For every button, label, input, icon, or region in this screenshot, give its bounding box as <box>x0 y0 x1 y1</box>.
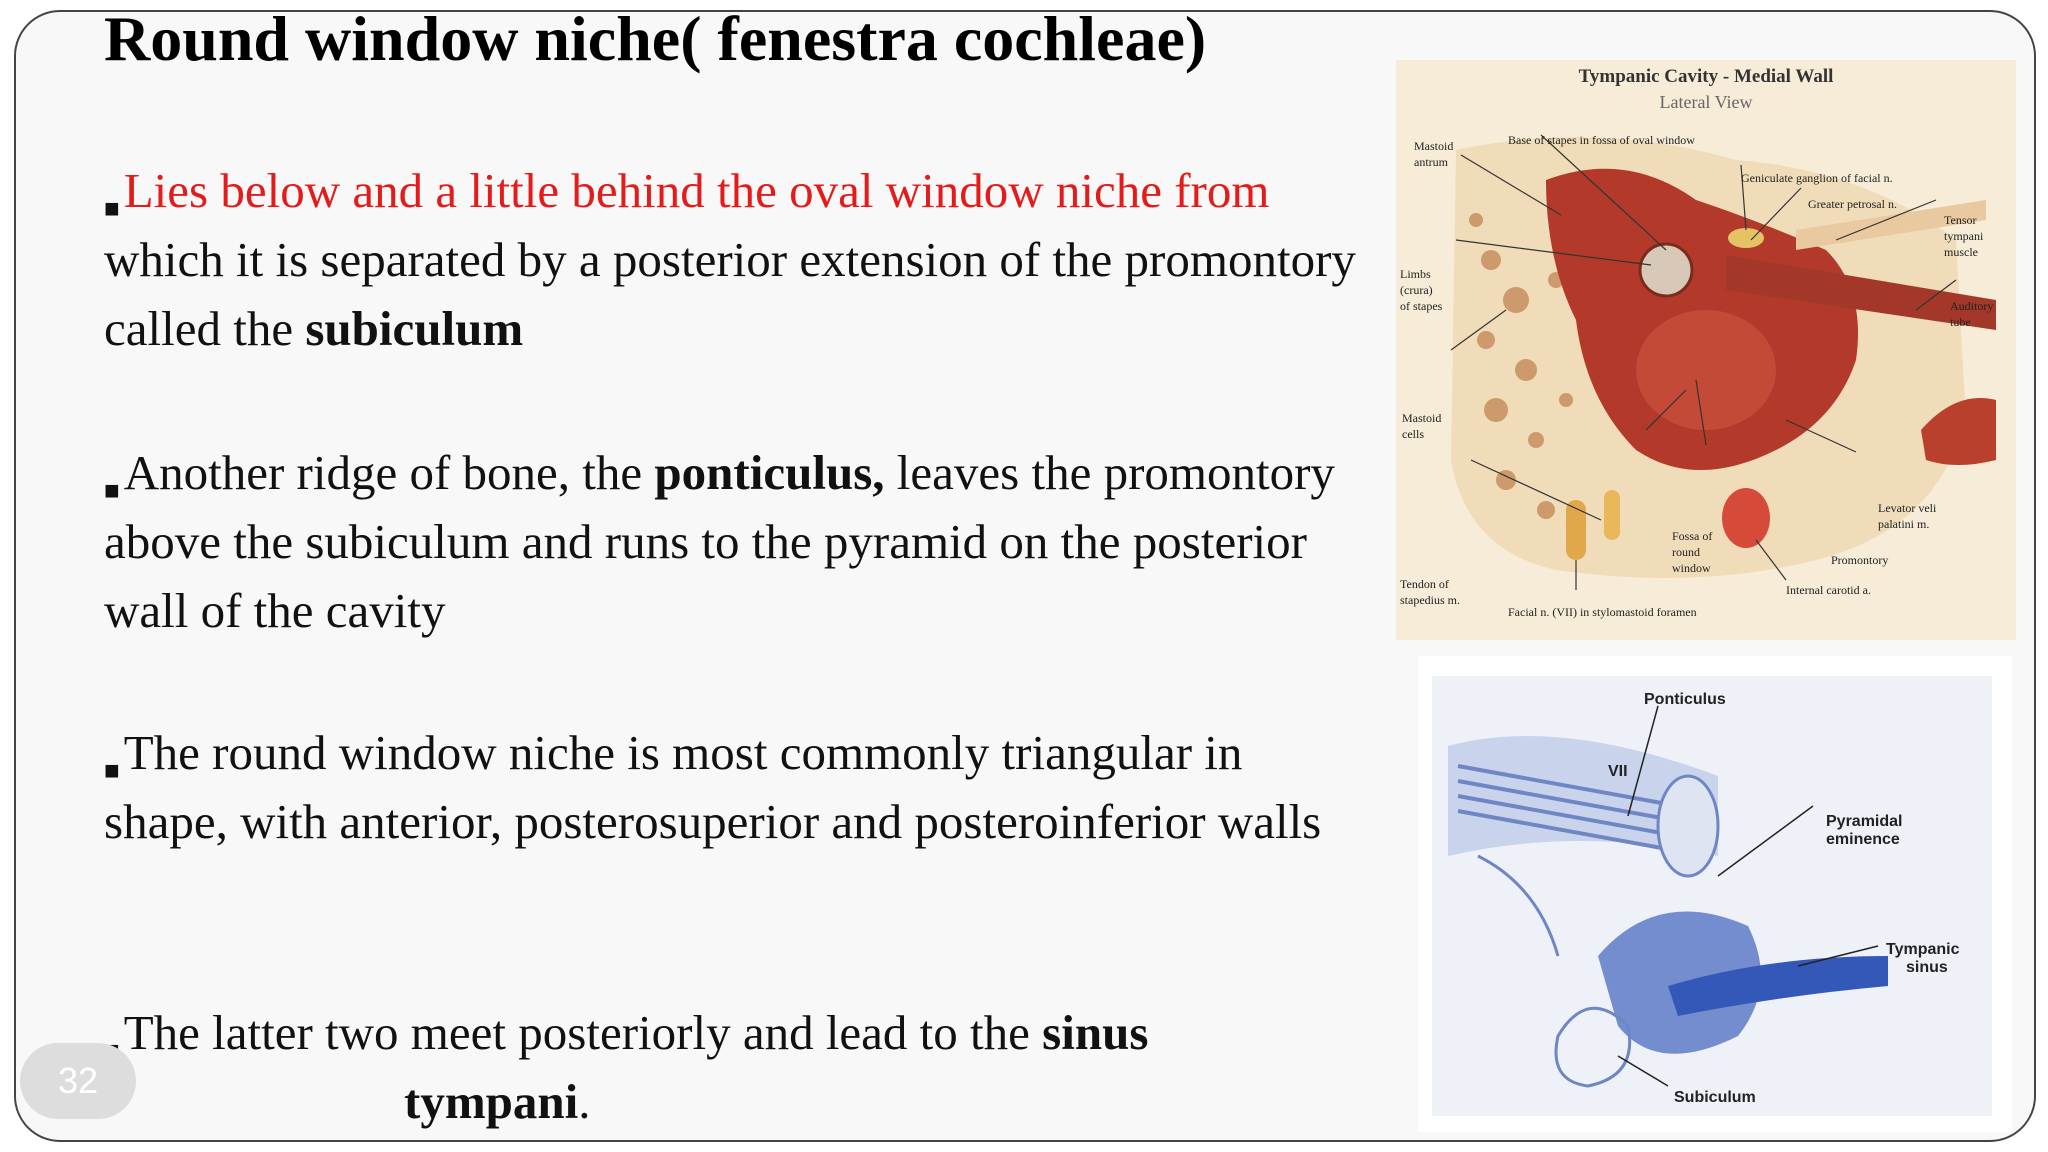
promontory-bulge <box>1636 310 1776 430</box>
bullet-marker: ■ <box>104 194 120 223</box>
round-window-sketch <box>1418 656 2012 1132</box>
label-tensor-2: tympani <box>1944 229 1984 243</box>
label-fossa-round-1: Fossa of <box>1672 529 1713 543</box>
label-tympanic-sinus-1: Tympanic <box>1886 941 1960 958</box>
tympanic-cavity-figure <box>1396 60 2016 640</box>
label-pyramidal-1: Pyramidal <box>1826 813 1903 830</box>
figure1-title: Tympanic Cavity - Medial Wall <box>1578 66 1834 87</box>
bullet-2 <box>104 438 1364 645</box>
label-base-stapes: Base of stapes in fossa of oval window <box>1508 133 1695 147</box>
label-greater-petrosal: Greater petrosal n. <box>1808 197 1897 211</box>
label-limbs-2: (crura) <box>1400 283 1433 297</box>
label-mastoid-antrum-2: antrum <box>1414 155 1448 169</box>
bullet-2-bold: ponticulus, <box>654 445 885 500</box>
slide-title: Round window niche( fenestra cochleae) <box>104 10 1207 74</box>
bullet-2-end: leaves the promontory above the subiculum and runs to the pyramid on the posterior wall of the cavity <box>104 445 1335 638</box>
label-carotid: Internal carotid a. <box>1786 583 1871 597</box>
bullet-4-end: . <box>578 1074 591 1129</box>
label-facial: Facial n. (VII) in stylomastoid foramen <box>1508 605 1697 619</box>
bullet-4-bold: sinus <box>1042 1005 1149 1060</box>
label-fossa-round-3: window <box>1672 561 1711 575</box>
bullet-1-bold: subiculum <box>305 301 524 356</box>
bullet-1 <box>104 156 1364 363</box>
label-mastoid-cells-2: cells <box>1402 427 1424 441</box>
label-auditory-1: Auditory <box>1950 299 1994 313</box>
bullet-4-text: The latter two meet posteriorly and lead to the <box>123 1005 1043 1060</box>
label-pyramidal-2: eminence <box>1826 831 1900 848</box>
bullet-1-red-text: Lies below and a little behind the oval window niche from <box>123 163 1270 218</box>
label-levator-1: Levator veli <box>1878 501 1937 515</box>
bullet-marker: ■ <box>104 756 120 785</box>
bullet-1-text: which it is separated by a posterior extension of the promontory called the <box>104 232 1356 356</box>
stapes-shape <box>1640 244 1692 296</box>
slide-frame <box>14 10 2036 1142</box>
bullet-3-text: The round window niche is most commonly triangular in shape, with anterior, posterosuperior and posteroinferior walls <box>104 725 1322 849</box>
label-tensor-1: Tensor <box>1944 213 1977 227</box>
carotid-artery-shape <box>1722 488 1770 548</box>
label-levator-2: palatini m. <box>1878 517 1930 531</box>
label-auditory-2: tube <box>1950 315 1971 329</box>
geniculate-ganglion-shape <box>1728 228 1764 248</box>
label-mastoid-cells-1: Mastoid <box>1402 411 1442 425</box>
tympanic-cavity-illustration <box>1396 60 2016 640</box>
stapedius-tendon-shape <box>1604 490 1620 540</box>
bullet-4-bold-2: tympani <box>404 1074 579 1129</box>
label-ponticulus: Ponticulus <box>1644 691 1726 708</box>
label-mastoid-antrum-1: Mastoid <box>1414 139 1454 153</box>
label-vii: VII <box>1608 763 1628 780</box>
round-window-sketch-figure <box>1418 656 2012 1132</box>
label-tympanic-sinus-2: sinus <box>1906 959 1948 976</box>
label-geniculate: Geniculate ganglion of facial n. <box>1741 171 1893 185</box>
label-limbs-3: of stapes <box>1400 299 1443 313</box>
label-limbs-1: Limbs <box>1400 267 1431 281</box>
label-tendon-2: stapedius m. <box>1400 593 1460 607</box>
label-subiculum: Subiculum <box>1674 1089 1756 1106</box>
label-promontory: Promontory <box>1831 553 1889 567</box>
bullet-marker: ■ <box>104 476 120 505</box>
figure1-subtitle: Lateral View <box>1659 92 1753 112</box>
sketch-nerve-cut-end <box>1658 776 1718 876</box>
bullet-2-text: Another ridge of bone, the <box>123 445 655 500</box>
slide-number-badge: 32 <box>20 1043 136 1119</box>
label-tensor-3: muscle <box>1944 245 1978 259</box>
label-fossa-round-2: round <box>1672 545 1700 559</box>
bullet-3 <box>104 718 1364 856</box>
bullet-4 <box>104 998 1364 1136</box>
label-tendon-1: Tendon of <box>1400 577 1449 591</box>
